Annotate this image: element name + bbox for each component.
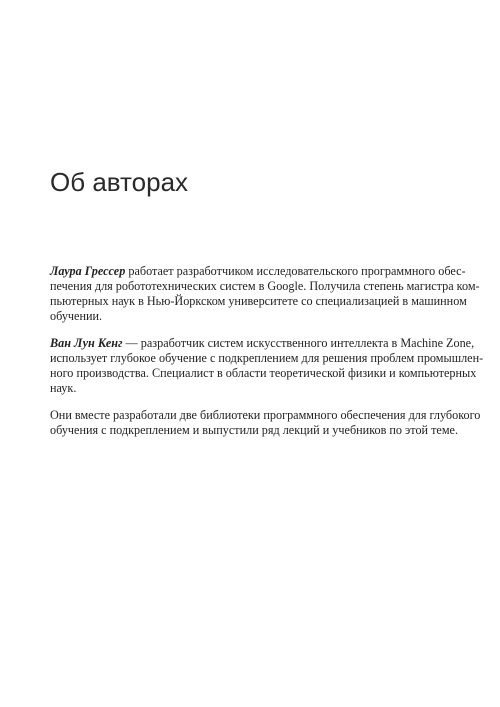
author-name-gresser: Лаура Грессер — [50, 264, 126, 278]
line-text: — разработчик систем искусственного интеллекта в Machine Zone, — [122, 336, 475, 350]
text-line: обучении. — [50, 309, 103, 323]
text-line — [50, 264, 466, 279]
author-name-keng: Ван Лун Кенг — [50, 336, 123, 350]
text-line: печения для робототехнических систем в Google. Получила степень магистра ком- — [50, 279, 480, 293]
line-text: работает разработчиком исследовательского программного обес- — [125, 264, 466, 278]
text-line: Они вместе разработали две библиотеки программного обеспечения для глубокого — [50, 408, 481, 422]
text-line: использует глубокое обучение с подкреплением для решения проблем промышлен- — [50, 351, 484, 365]
author-paragraph-gresser — [50, 264, 480, 324]
text-line — [50, 336, 475, 351]
author-paragraph-keng — [50, 336, 484, 396]
text-line: пьютерных наук в Нью-Йоркском университете со специализацией в машинном — [50, 294, 467, 308]
authors-text — [50, 264, 484, 450]
text-line: наук. — [50, 381, 77, 395]
text-line: ного производства. Специалист в области теоретической физики и компьютерных — [50, 366, 477, 380]
page-heading: Об авторах — [50, 167, 189, 197]
text-line: обучения с подкреплением и выпустили ряд лекций и учебников по этой теме. — [50, 423, 459, 437]
joint-work-paragraph — [50, 408, 481, 438]
